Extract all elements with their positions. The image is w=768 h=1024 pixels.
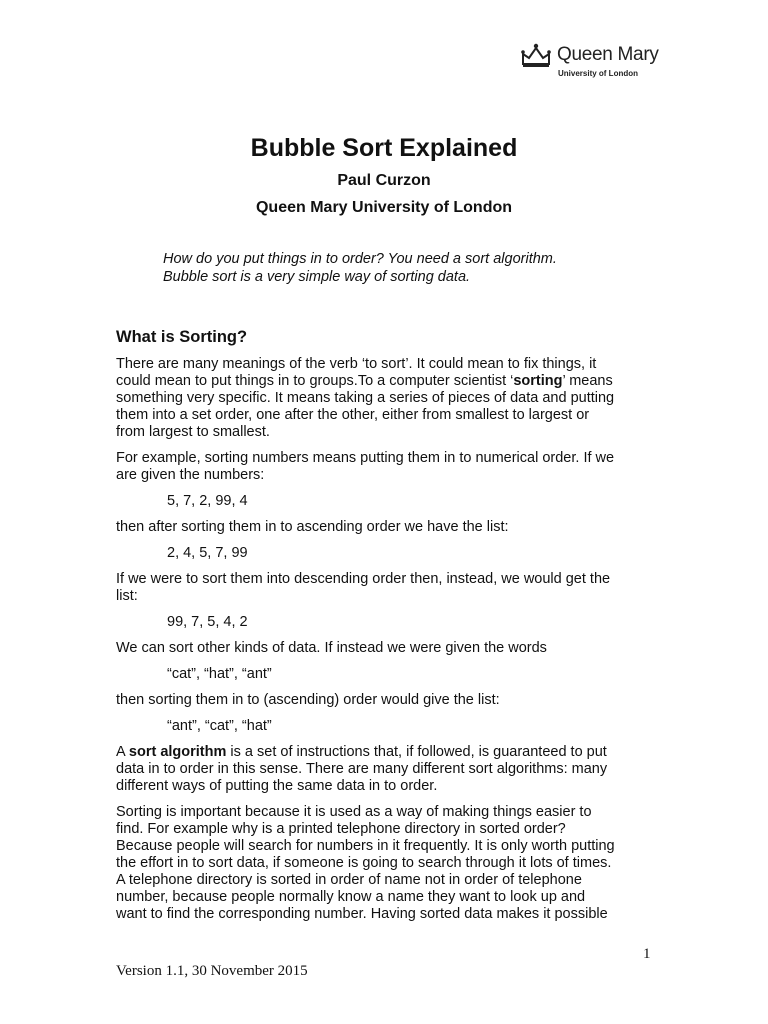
text-line	[116, 744, 656, 761]
text-line: data in to order in this sense. There are many different sort algorithms: many	[116, 761, 608, 777]
author-affiliation: Queen Mary University of London	[255, 199, 513, 216]
example-list: 5, 7, 2, 99, 4	[167, 493, 248, 509]
text-line: different ways of putting the same data in to order.	[116, 778, 438, 794]
text-run: is a set of instructions that, if followed, is guaranteed to put	[226, 744, 607, 760]
logo-name: Queen Mary	[557, 44, 659, 65]
text-run: A	[116, 744, 129, 760]
abstract-line: How do you put things in to order? You need a sort algorithm.	[163, 251, 557, 267]
text-line: want to find the corresponding number. Having sorted data makes it possible	[116, 906, 608, 922]
text-line: the effort in to sort data, if someone is going to search through it lots of times.	[116, 855, 612, 871]
version-footer: Version 1.1, 30 November 2015	[116, 963, 308, 979]
author-name: Paul Curzon	[337, 172, 431, 189]
text-line: them into a set order, one after the other, either from smallest to largest or	[116, 407, 590, 423]
text-line: If we were to sort them into descending order then, instead, we would get the	[116, 571, 611, 587]
example-list: 2, 4, 5, 7, 99	[167, 545, 248, 561]
bold-term: sort algorithm	[128, 744, 227, 760]
text-run: ’ means	[562, 373, 613, 389]
abstract-line: Bubble sort is a very simple way of sorting data.	[163, 269, 471, 285]
body-text	[116, 356, 656, 932]
paragraph: then after sorting them in to ascending order we have the list:	[116, 519, 509, 535]
text-line: For example, sorting numbers means putting them in to numerical order. If we	[116, 450, 615, 466]
text-line: are given the numbers:	[116, 467, 265, 483]
paragraph: then sorting them in to (ascending) order would give the list:	[116, 692, 500, 708]
document-title: Bubble Sort Explained	[250, 134, 518, 162]
crown-icon	[519, 42, 553, 68]
text-line: A telephone directory is sorted in order of name not in order of telephone	[116, 872, 582, 888]
paragraph	[116, 450, 656, 484]
paragraph	[116, 804, 656, 923]
example-list: “cat”, “hat”, “ant”	[167, 666, 272, 682]
paragraph	[116, 744, 656, 795]
example-list: “ant”, “cat”, “hat”	[167, 718, 272, 734]
example-list: 99, 7, 5, 4, 2	[167, 614, 248, 630]
text-line: Sorting is important because it is used as a way of making things easier to	[116, 804, 592, 820]
text-line: number, because people normally know a name they want to look up and	[116, 889, 586, 905]
text-line: find. For example why is a printed telephone directory in sorted order?	[116, 821, 566, 837]
text-line: from largest to smallest.	[116, 424, 270, 440]
paragraph: We can sort other kinds of data. If instead we were given the words	[116, 640, 547, 656]
paragraph	[116, 571, 656, 605]
section-heading: What is Sorting?	[116, 328, 248, 346]
text-line: Because people will search for numbers in it frequently. It is only worth putting	[116, 838, 615, 854]
abstract	[163, 250, 633, 286]
paragraph	[116, 356, 656, 441]
logo-subtitle: University of London	[558, 69, 638, 78]
bold-term: sorting	[513, 373, 563, 389]
text-line: There are many meanings of the verb ‘to sort’. It could mean to fix things, it	[116, 356, 597, 372]
university-logo	[519, 40, 659, 84]
text-line	[116, 373, 656, 390]
page-number: 1	[643, 946, 651, 962]
text-line: list:	[116, 588, 138, 604]
text-run: could mean to put things in to groups.To a computer scientist ‘	[116, 373, 514, 389]
text-line: something very specific. It means taking a series of pieces of data and putting	[116, 390, 615, 406]
